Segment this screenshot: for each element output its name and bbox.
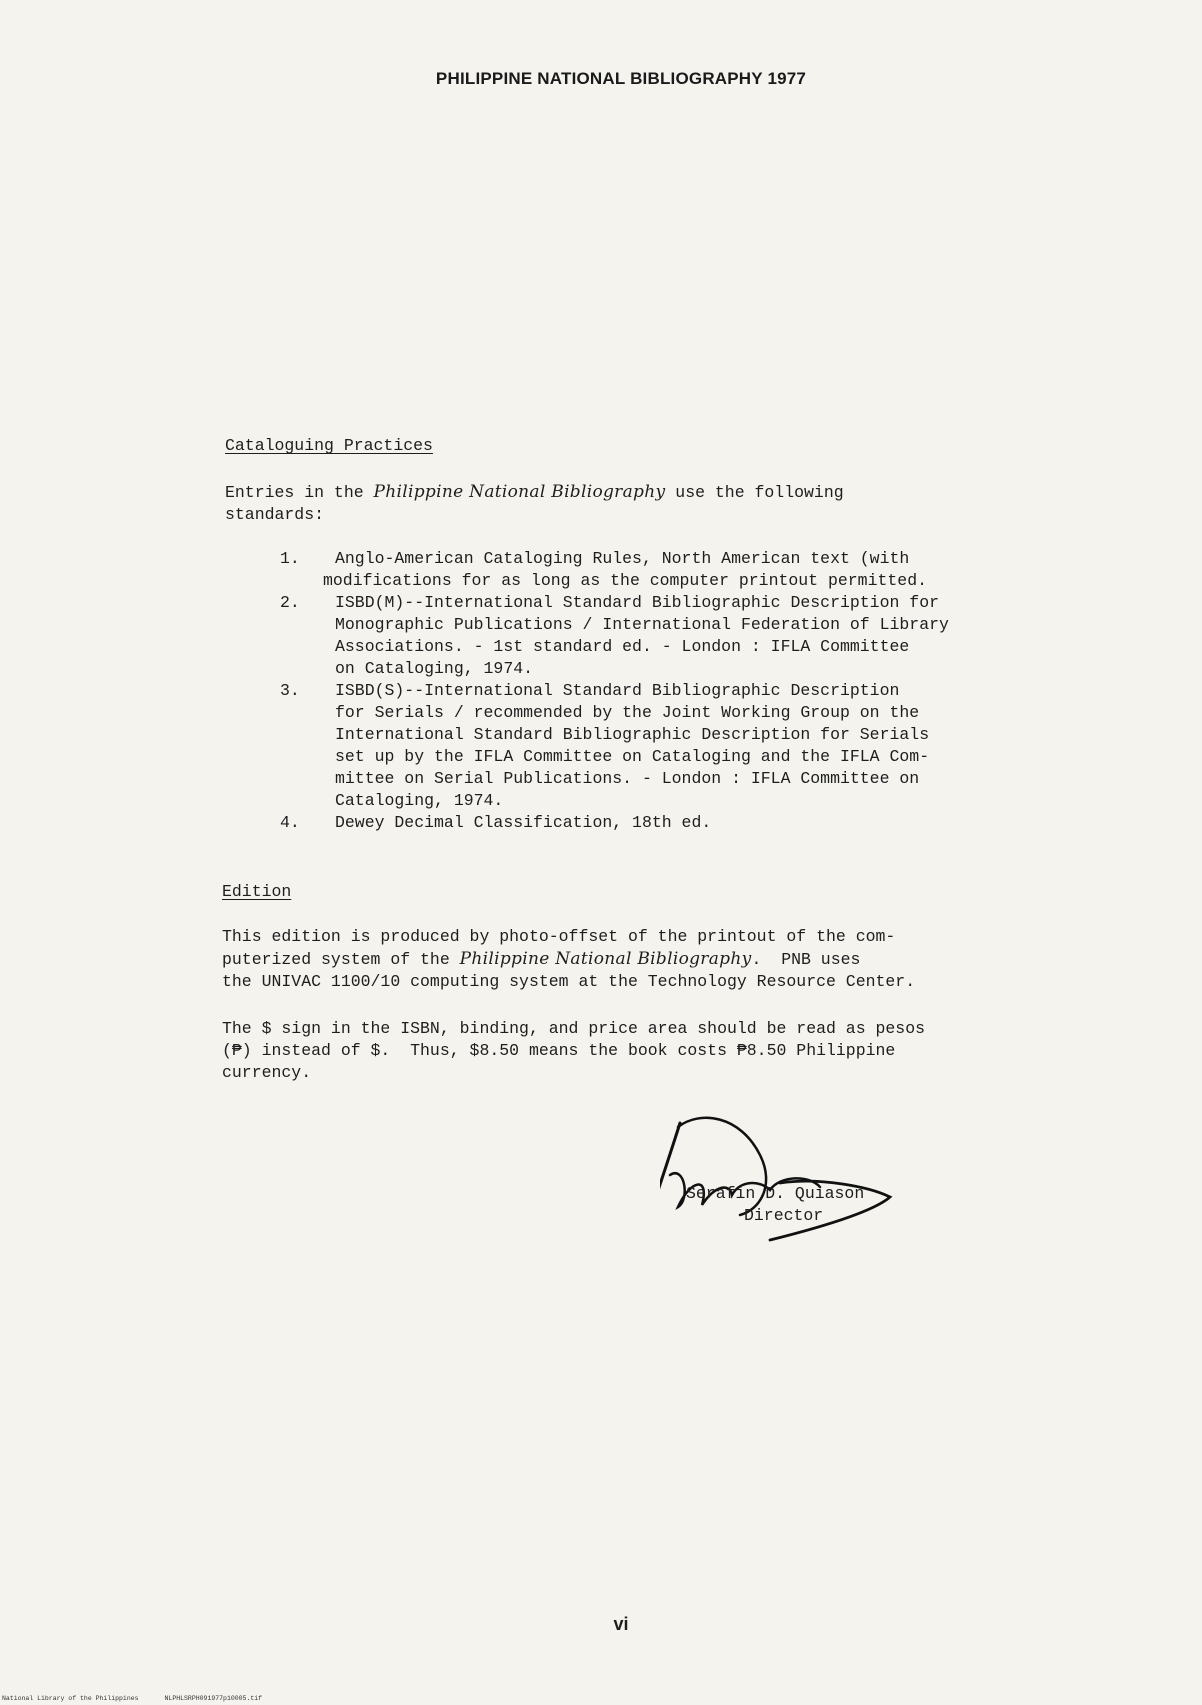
running-header: PHILIPPINE NATIONAL BIBLIOGRAPHY 1977 <box>435 69 807 88</box>
page-number: vi <box>613 1614 629 1634</box>
paragraph-line: The $ sign in the ISBN, binding, and price area should be read as pesos <box>222 1019 926 1038</box>
item-line: International Standard Bibliographic Description for Serials <box>335 725 930 744</box>
item-line: ISBD(M)--International Standard Bibliographic Description for <box>335 593 939 612</box>
item-line: ISBD(S)--International Standard Bibliographic Description <box>335 681 900 700</box>
item-line: modifications for as long as the computer printout permitted. <box>323 571 927 590</box>
intro-text: Entries in the <box>225 483 374 502</box>
paragraph-line: currency. <box>222 1063 312 1082</box>
edition-paragraph-2 <box>222 1018 925 1084</box>
edition-heading: Edition <box>222 882 292 901</box>
cataloguing-heading: Cataloguing Practices <box>225 436 433 455</box>
item-line: Monographic Publications / International Federation of Library <box>335 615 949 634</box>
item-number: 4. <box>280 813 300 832</box>
list-item <box>280 592 949 680</box>
intro-italic-title: Philippine National Bibliography <box>373 482 666 502</box>
item-number: 1. <box>280 549 300 568</box>
item-number: 2. <box>280 593 300 612</box>
footer-library: National Library of the Philippines <box>2 1695 139 1702</box>
intro-text-end: use the following <box>665 483 844 502</box>
item-line: for Serials / recommended by the Joint Working Group on the <box>335 703 920 722</box>
item-number: 3. <box>280 681 300 700</box>
signatory-name: Serafin D. Quiason <box>686 1184 865 1203</box>
paragraph-line: puterized system of the <box>222 950 460 969</box>
signatory-title: Director <box>744 1206 824 1225</box>
item-line: Cataloging, 1974. <box>335 791 504 810</box>
paragraph-line-end: . PNB uses <box>751 950 861 969</box>
list-item <box>280 680 949 812</box>
item-line: Associations. - 1st standard ed. - London : IFLA Committee <box>335 637 910 656</box>
footer-filename: NLPHLSRPH091977p10005.tif <box>164 1695 263 1702</box>
list-item <box>280 812 949 834</box>
item-line: Anglo-American Cataloging Rules, North American text (with <box>335 549 910 568</box>
item-line: Dewey Decimal Classification, 18th ed. <box>335 813 712 832</box>
italic-title: Philippine National Bibliography <box>459 949 752 969</box>
intro-line-2: standards: <box>225 505 325 524</box>
cataloguing-intro <box>225 481 844 526</box>
item-line: set up by the IFLA Committee on Cataloging and the IFLA Com- <box>335 747 930 766</box>
edition-paragraph-1 <box>222 926 915 993</box>
signature-block <box>686 1183 864 1227</box>
standards-list <box>280 548 949 834</box>
paragraph-line: (₱) instead of $. Thus, $8.50 means the book costs ₱8.50 Philippine <box>222 1041 896 1060</box>
list-item <box>280 548 949 592</box>
paragraph-line: This edition is produced by photo-offset of the printout of the com- <box>222 927 896 946</box>
item-line: on Cataloging, 1974. <box>335 659 534 678</box>
item-line: mittee on Serial Publications. - London : IFLA Committee on <box>335 769 920 788</box>
scan-footer <box>2 1695 288 1702</box>
paragraph-line: the UNIVAC 1100/10 computing system at the Technology Resource Center. <box>222 972 916 991</box>
